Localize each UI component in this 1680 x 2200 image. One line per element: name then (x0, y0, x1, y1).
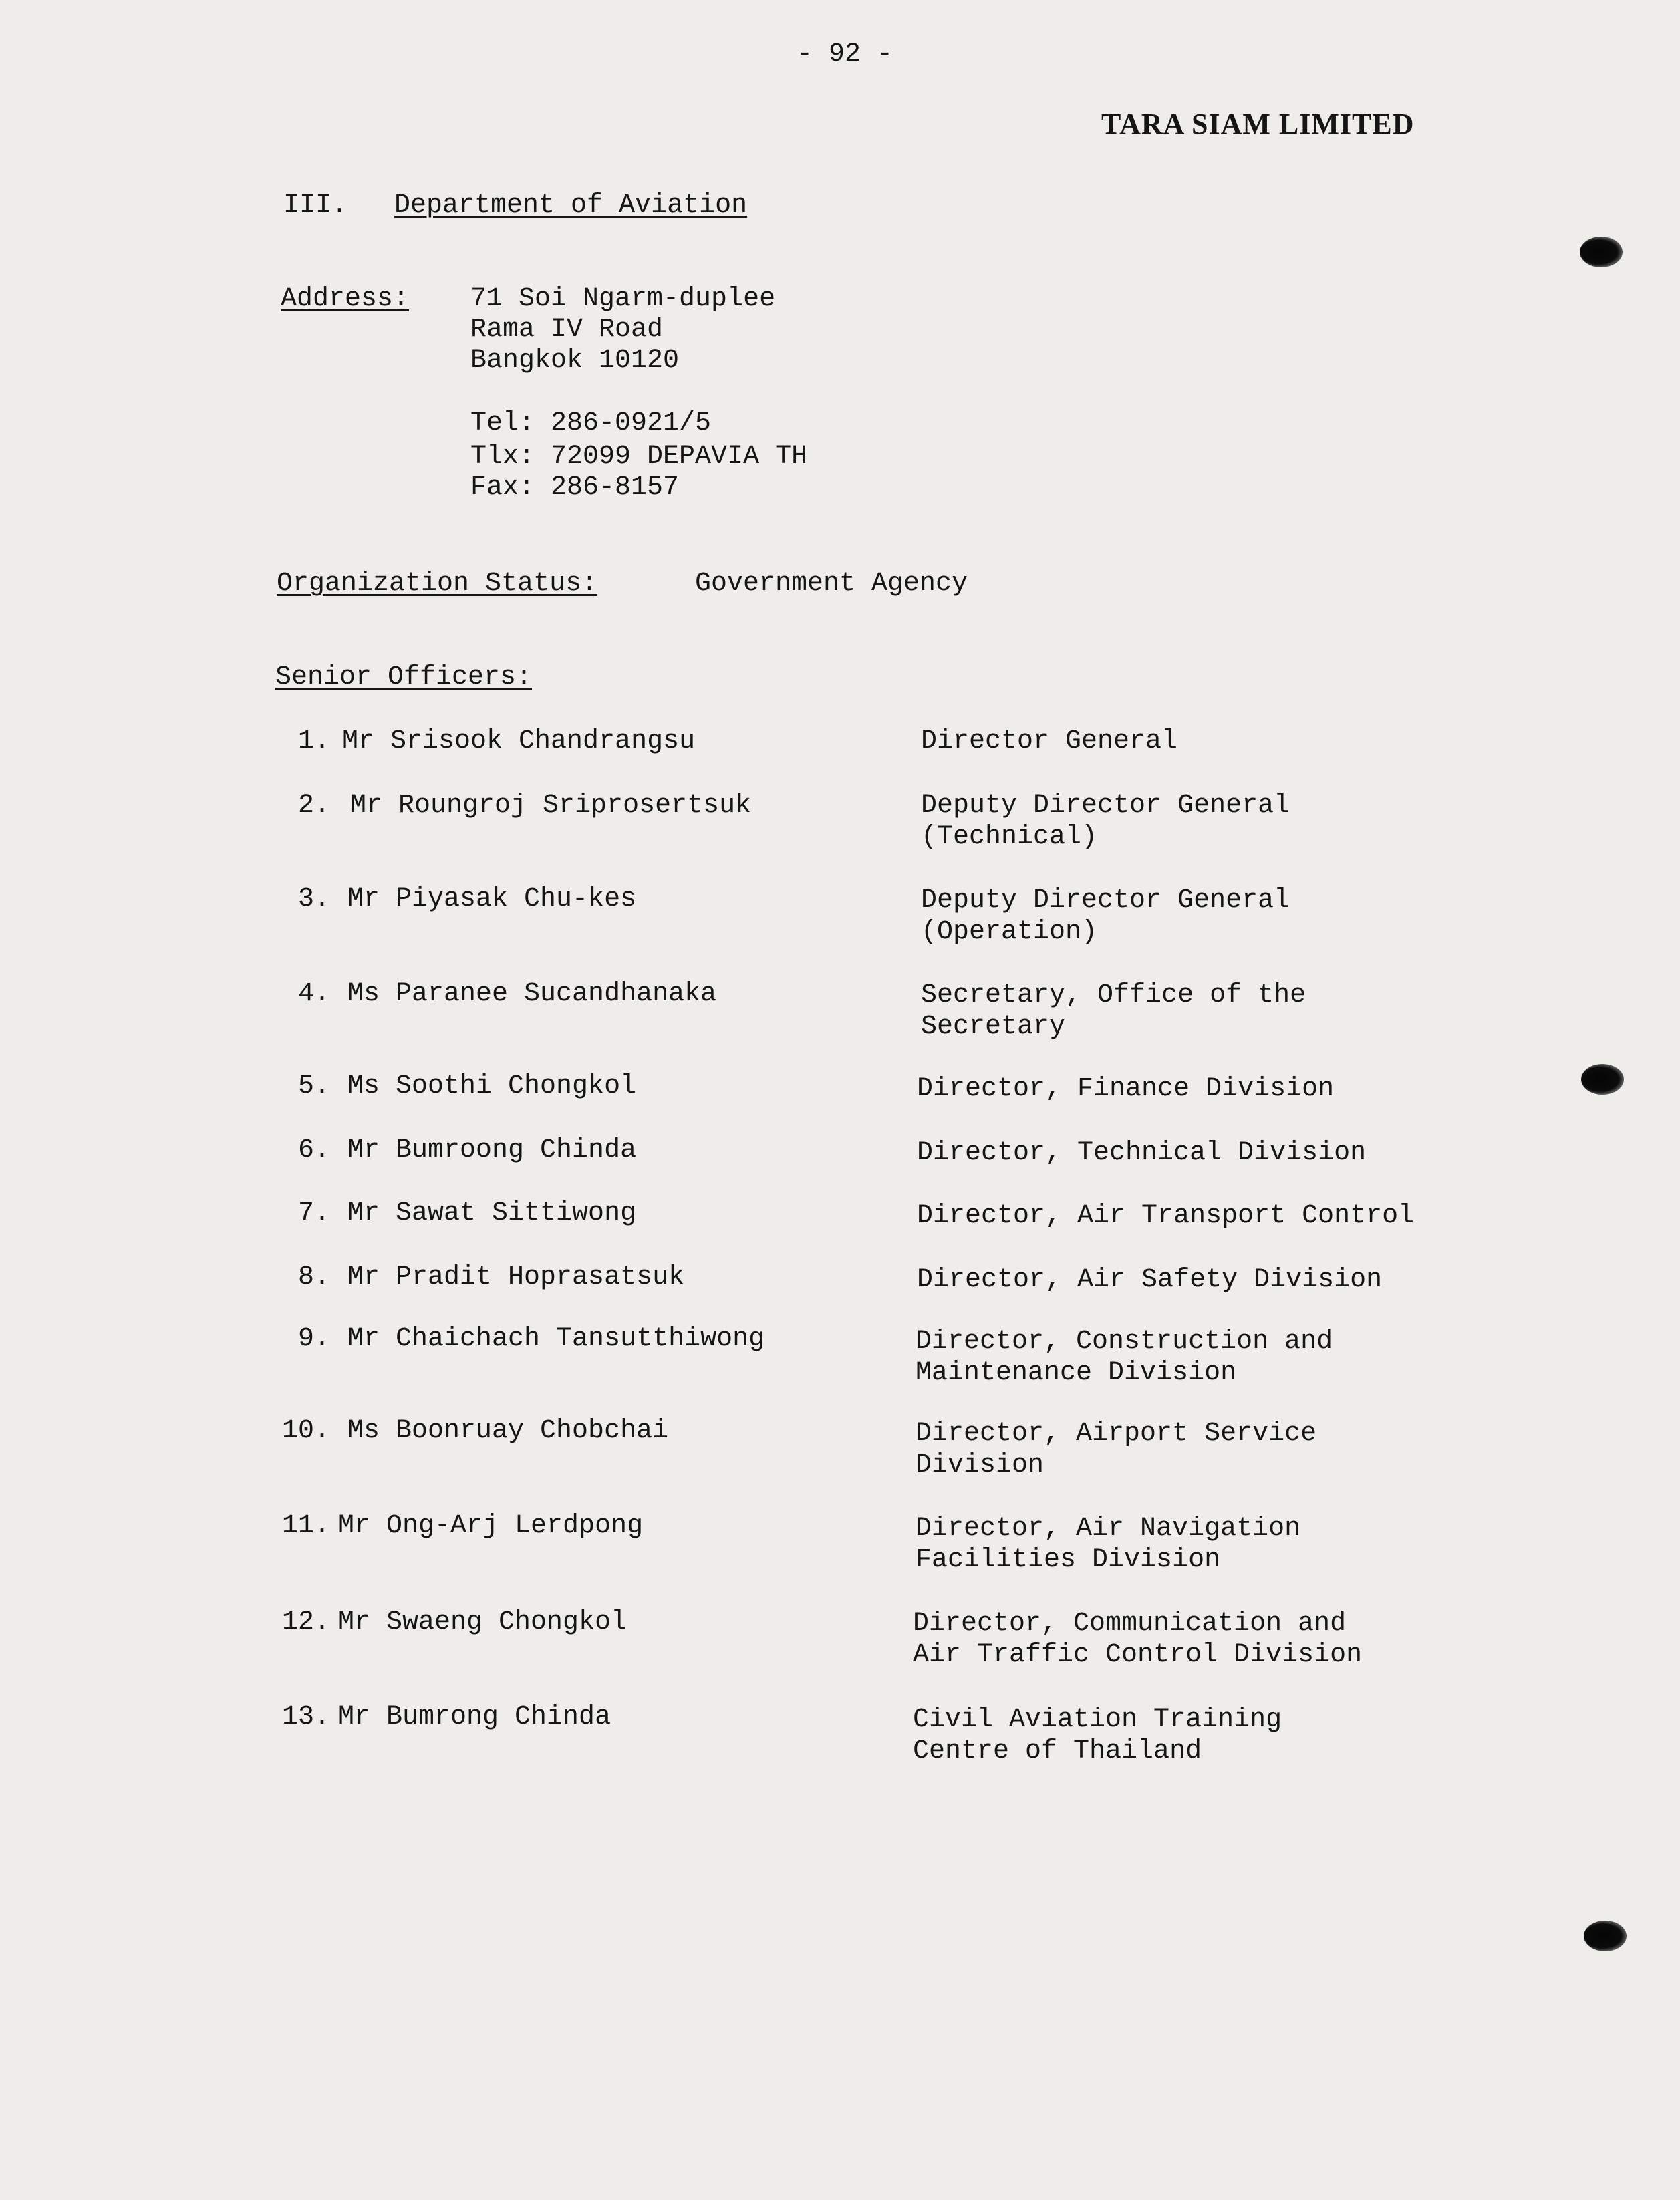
officer-name: Ms Boonruay Chobchai (347, 1416, 669, 1446)
officer-name: Mr Bumroong Chinda (347, 1135, 637, 1165)
address-line-2: Rama IV Road (470, 315, 664, 345)
officer-name: Mr Pradit Hoprasatsuk (347, 1262, 685, 1292)
officer-name: Ms Paranee Sucandhanaka (347, 979, 717, 1009)
officer-name: Ms Soothi Chongkol (347, 1071, 637, 1101)
officer-title: Director, Air Transport Control (917, 1201, 1415, 1231)
section-number: III. (283, 190, 348, 221)
officer-number: 13. (281, 1702, 330, 1732)
officer-number: 4. (297, 979, 330, 1009)
officer-name: Mr Ong-Arj Lerdpong (338, 1511, 644, 1541)
punch-hole-top (1580, 237, 1623, 267)
tel-line: Tel: 286-0921/5 (470, 408, 712, 438)
officer-title: Director, Airport Service Division (916, 1419, 1317, 1480)
officer-name: Mr Srisook Chandrangsu (342, 726, 696, 757)
officer-number: 1. (297, 726, 330, 757)
punch-hole-middle (1581, 1064, 1624, 1095)
officer-name: Mr Swaeng Chongkol (338, 1607, 627, 1637)
fax-line: Fax: 286-8157 (470, 472, 680, 503)
officer-number: 2. (297, 791, 330, 821)
officers-label: Senior Officers: (275, 662, 533, 692)
officer-title: Director, Air Safety Division (917, 1265, 1383, 1295)
officer-number: 8. (297, 1262, 330, 1292)
company-header: TARA SIAM LIMITED (1101, 108, 1415, 140)
section-title: Department of Aviation (394, 190, 748, 221)
officer-title: Director, Finance Division (917, 1074, 1335, 1104)
address-line-1: 71 Soi Ngarm-duplee (470, 284, 776, 314)
tlx-line: Tlx: 72099 DEPAVIA TH (470, 442, 808, 472)
officer-title: Deputy Director General (Technical) (921, 791, 1290, 852)
officer-name: Mr Bumrong Chinda (338, 1702, 611, 1732)
punch-hole-bottom (1584, 1921, 1627, 1951)
status-label: Organization Status: (277, 569, 598, 599)
officer-name: Mr Roungroj Sriprosertsuk (350, 791, 752, 821)
officer-name: Mr Sawat Sittiwong (347, 1198, 637, 1228)
officer-number: 9. (297, 1324, 330, 1354)
officer-title: Director General (921, 726, 1178, 757)
officer-number: 10. (281, 1416, 330, 1446)
status-value: Government Agency (695, 569, 968, 599)
officer-name: Mr Chaichach Tansutthiwong (347, 1324, 765, 1354)
address-line-3: Bangkok 10120 (470, 346, 680, 376)
address-label: Address: (281, 284, 410, 314)
officer-number: 5. (297, 1071, 330, 1101)
page-number: - 92 - (797, 39, 893, 70)
officer-title: Director, Technical Division (917, 1138, 1367, 1168)
officer-title: Director, Air Navigation Facilities Division (916, 1514, 1301, 1575)
officer-title: Director, Construction and Maintenance Division (916, 1327, 1333, 1388)
officer-number: 12. (281, 1607, 330, 1637)
officer-title: Secretary, Office of the Secretary (921, 980, 1306, 1042)
officer-title: Civil Aviation Training Centre of Thailand (913, 1705, 1282, 1766)
officer-number: 7. (297, 1198, 330, 1228)
officer-name: Mr Piyasak Chu-kes (347, 884, 637, 914)
officer-title: Deputy Director General (Operation) (921, 885, 1290, 947)
officer-number: 3. (297, 884, 330, 914)
officer-title: Director, Communication and Air Traffic Control Division (913, 1609, 1363, 1670)
officer-number: 6. (297, 1135, 330, 1165)
officer-number: 11. (281, 1511, 330, 1541)
